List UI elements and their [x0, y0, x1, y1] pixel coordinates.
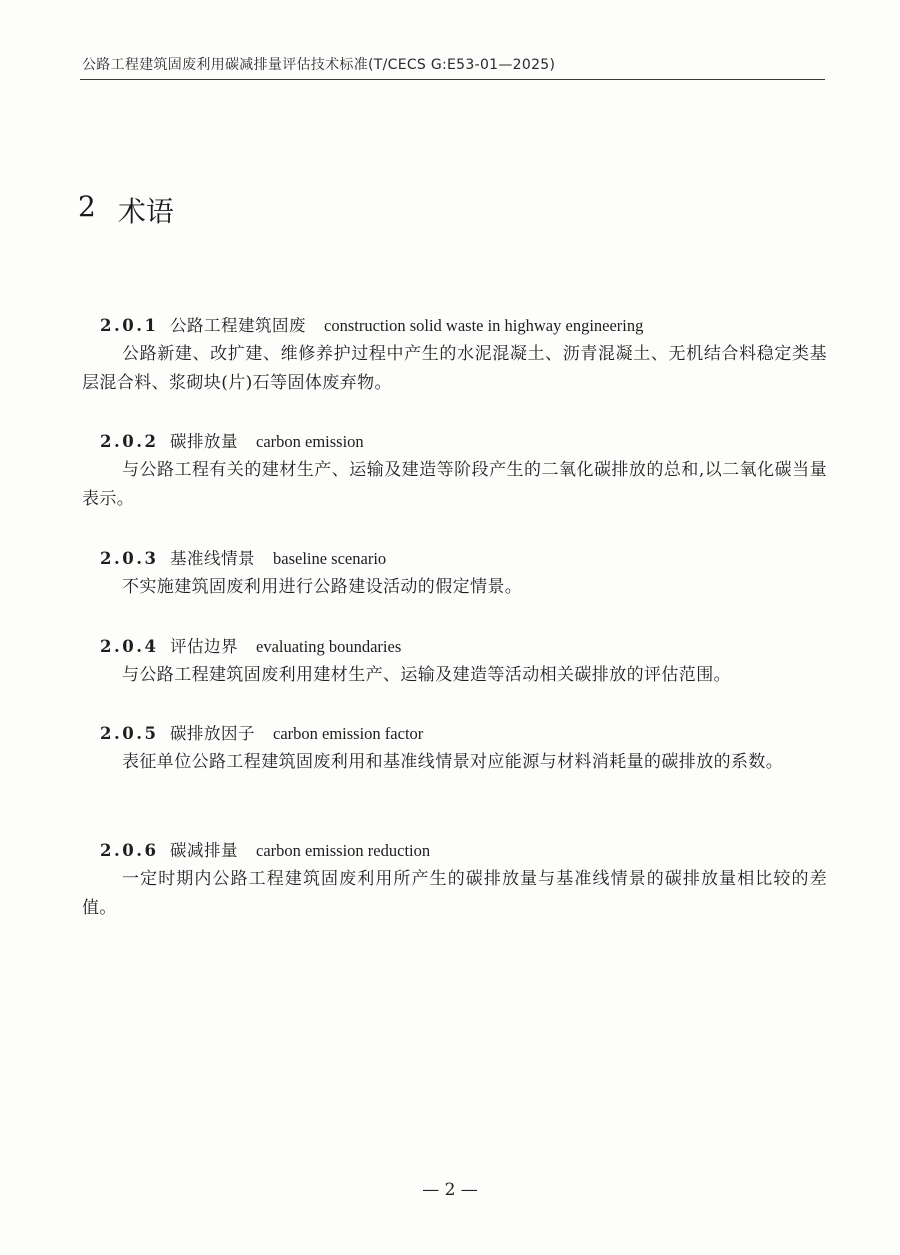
term-number: 2.0.3: [100, 549, 159, 568]
term-heading: [100, 837, 430, 861]
term-name-en: evaluating boundaries: [256, 637, 402, 656]
term-heading: [100, 428, 364, 452]
term-definition: 与公路工程建筑固废利用建材生产、运输及建造等活动相关碳排放的评估范围。: [122, 665, 731, 685]
term-name-cn: 基准线情景: [170, 549, 255, 568]
page-number: — 2 —: [422, 1180, 478, 1200]
header-divider: [80, 79, 825, 80]
chapter-number: 2: [78, 190, 96, 223]
term-name-en: baseline scenario: [273, 549, 387, 568]
running-header: 公路工程建筑固废利用碳减排量评估技术标准(T/CECS G:E53-01—2025): [82, 57, 556, 73]
term-name-en: carbon emission factor: [273, 724, 424, 743]
term-number: 2.0.4: [100, 637, 159, 656]
term-number: 2.0.2: [100, 432, 159, 451]
term-number: 2.0.1: [100, 316, 159, 335]
chapter-heading: [78, 190, 174, 230]
chapter-title: 术语: [117, 195, 174, 228]
term-name-en: carbon emission: [256, 432, 364, 451]
term-definition: 与公路工程有关的建材生产、运输及建造等阶段产生的二氧化碳排放的总和,以二氧化碳当量表示。: [82, 460, 827, 509]
term-heading: [100, 633, 401, 657]
term-name-cn: 碳排放量: [170, 432, 238, 451]
term-name-cn: 公路工程建筑固废: [170, 316, 306, 335]
term-name-cn: 评估边界: [170, 637, 238, 656]
term-name-cn: 碳排放因子: [170, 724, 255, 743]
term-heading: [100, 720, 423, 744]
term-definition: 一定时期内公路工程建筑固废利用所产生的碳排放量与基准线情景的碳排放量相比较的差值。: [82, 869, 827, 918]
term-name-en: carbon emission reduction: [256, 841, 431, 860]
term-number: 2.0.5: [100, 724, 159, 743]
term-definition: 不实施建筑固废利用进行公路建设活动的假定情景。: [122, 577, 523, 597]
term-heading: [100, 312, 643, 336]
term-heading: [100, 545, 386, 569]
term-definition: 表征单位公路工程建筑固废利用和基准线情景对应能源与材料消耗量的碳排放的系数。: [122, 752, 784, 772]
term-definition: 公路新建、改扩建、维修养护过程中产生的水泥混凝土、沥青混凝土、无机结合料稳定类基层混合料、浆砌块(片)石等固体废弃物。: [82, 344, 827, 393]
term-name-en: construction solid waste in highway engineering: [324, 316, 644, 335]
term-name-cn: 碳减排量: [170, 841, 238, 860]
term-number: 2.0.6: [100, 841, 159, 860]
